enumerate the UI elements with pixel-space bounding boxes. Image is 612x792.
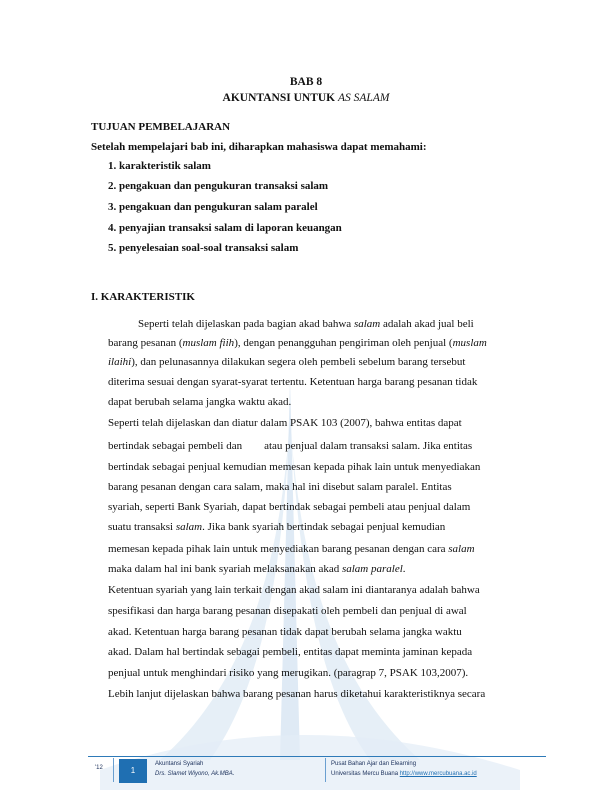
text-run-italic: salam paralel bbox=[341, 563, 403, 575]
footer-separator bbox=[325, 758, 326, 782]
text-run: Seperti telah dijelaskan pada bagian akad bahwa bbox=[138, 318, 354, 330]
text-run: . bbox=[402, 563, 406, 575]
body-line-13 bbox=[108, 563, 406, 575]
chapter-label: BAB 8 bbox=[289, 76, 323, 88]
objectives-heading: TUJUAN PEMBELAJARAN bbox=[91, 121, 231, 133]
objective-item-2: 2. pengakuan dan pengukuran transaksi salam bbox=[108, 180, 329, 192]
body-line-14: Ketentuan syariah yang lain terkait dengan akad salam ini diantaranya adalah bahwa bbox=[108, 584, 480, 596]
body-line-6: Seperti telah dijelaskan dan diatur dalam PSAK 103 (2007), bahwa entitas dapat bbox=[108, 417, 462, 429]
text-run: suatu transaksi bbox=[108, 521, 176, 533]
text-run: ), dan pelunasannya dilakukan segera oleh pembeli sebelum barang tersebut bbox=[131, 356, 466, 368]
footer-url-link[interactable]: http://www.mercubuana.ac.id bbox=[399, 771, 477, 777]
chapter-title-text: AKUNTANSI UNTUK bbox=[222, 92, 338, 104]
text-run: adalah akad jual beli bbox=[380, 318, 474, 330]
footer-left-mark: '12 bbox=[95, 765, 103, 771]
page-number: 1 bbox=[119, 759, 147, 783]
objective-item-1: 1. karakteristik salam bbox=[108, 160, 211, 172]
objective-item-3: 3. pengakuan dan pengukuran salam paralel bbox=[108, 201, 318, 213]
body-line-12 bbox=[108, 543, 475, 555]
objective-item-5: 5. penyelesaian soal-soal transaksi salam bbox=[108, 242, 299, 254]
text-run-italic: salam bbox=[175, 521, 203, 533]
footer-university bbox=[331, 771, 477, 777]
body-line-1 bbox=[138, 318, 474, 330]
body-line-7: bertindak sebagai pembeli dan atau penjual dalam transaksi salam. Jika entitas bbox=[108, 440, 473, 452]
body-line-9: barang pesanan dengan cara salam, maka hal ini disebut salam paralel. Entitas bbox=[108, 481, 452, 493]
body-line-19: Lebih lanjut dijelaskan bahwa barang pesanan harus diketahui karakteristiknya secara bbox=[108, 688, 486, 700]
text-run: ), dengan penangguhan pengiriman oleh penjual ( bbox=[234, 337, 453, 349]
footer-university-name: Universitas Mercu Buana bbox=[331, 771, 399, 777]
text-run-italic: muslam bbox=[452, 337, 487, 349]
body-line-18: penjual untuk menghindari risiko yang merugikan. (paragrap 7, PSAK 103,2007). bbox=[108, 667, 469, 679]
body-line-5: dapat berubah selama jangka waktu akad. bbox=[108, 396, 292, 408]
text-run: memesan kepada pihak lain untuk menyediakan barang pesanan dengan cara bbox=[108, 543, 449, 555]
text-run-italic: muslam fiih bbox=[182, 337, 235, 349]
body-line-3 bbox=[108, 356, 465, 368]
body-line-2 bbox=[108, 337, 487, 349]
text-run: . Jika bank syariah bertindak sebagai penjual kemudian bbox=[202, 521, 446, 533]
objectives-intro: Setelah mempelajari bab ini, diharapkan mahasiswa dapat memahami: bbox=[91, 141, 427, 153]
text-run-italic: ilaihi bbox=[108, 356, 132, 368]
footer-course: Akuntansi Syariah bbox=[155, 761, 204, 767]
footer-author: Drs. Slamet Wiyono, Ak.MBA. bbox=[155, 771, 235, 777]
chapter-title-italic: AS SALAM bbox=[338, 92, 390, 104]
body-line-8: bertindak sebagai penjual kemudian memesan kepada pihak lain untuk menyediakan bbox=[108, 461, 481, 473]
body-line-11 bbox=[108, 521, 445, 533]
text-run-italic: salam bbox=[448, 543, 475, 555]
text-run: maka dalam hal ini bank syariah melaksanakan akad bbox=[108, 563, 342, 575]
footer-divider bbox=[88, 756, 546, 757]
body-line-17: akad. Dalam hal bertindak sebagai pembeli, entitas dapat meminta jaminan kepada bbox=[108, 646, 473, 658]
section-heading: I. KARAKTERISTIK bbox=[91, 291, 195, 303]
body-line-4: diterima sesuai dengan syarat-syarat tertentu. Ketentuan harga barang pesanan tidak bbox=[108, 376, 478, 388]
objective-item-4: 4. penyajian transaksi salam di laporan keuangan bbox=[108, 222, 342, 234]
footer-separator bbox=[113, 758, 114, 782]
footer-center: Pusat Bahan Ajar dan Elearning bbox=[331, 761, 417, 767]
body-line-16: akad. Ketentuan harga barang pesanan tidak dapat berubah selama jangka waktu bbox=[108, 626, 462, 638]
body-line-15: spesifikasi dan harga barang pesanan disepakati oleh pembeli dan penjual di awal bbox=[108, 605, 467, 617]
text-run-italic: salam bbox=[353, 318, 381, 330]
body-line-10: syariah, seperti Bank Syariah, dapat bertindak sebagai pembeli atau penjual dalam bbox=[108, 501, 471, 513]
chapter-title bbox=[0, 92, 612, 104]
text-run: barang pesanan ( bbox=[108, 337, 183, 349]
